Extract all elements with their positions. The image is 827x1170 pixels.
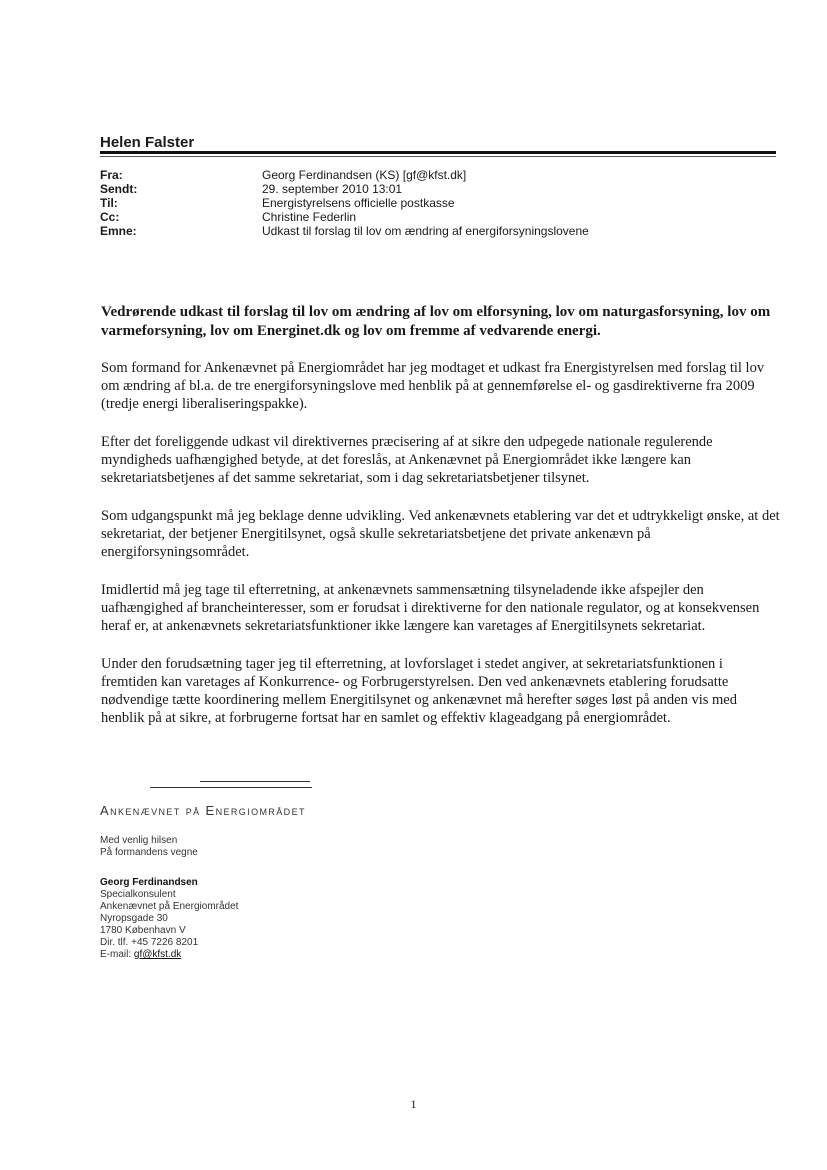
header-value-subject: Udkast til forslag til lov om ændring af energiforsyningslovene xyxy=(262,224,589,238)
header-row-from xyxy=(100,168,660,182)
header-label: Til: xyxy=(100,196,118,210)
signer-name: Georg Ferdinandsen xyxy=(100,877,198,888)
header-value-to: Energistyrelsens officielle postkasse xyxy=(262,196,455,210)
signer-city: 1780 København V xyxy=(100,925,186,936)
body-paragraph: Som formand for Ankenævnet på Energiområdet har jeg modtaget et udkast fra Energistyrelsen med forslag til lov om ændring af bl.a. de tre energiforsyningslove med henblik på at gennemførelse el- og gasdirektiverne fra 2009 (tredje energi liberaliseringspakke). xyxy=(101,360,765,412)
body-paragraph: Efter det foreliggende udkast vil direktivernes præcisering af at sikre den udpegede nationale regulerende myndigheds uafhængighed betyde, at det foreslås, at Ankenævnet på Energiområdet ikke længere kan sekretariatsbetjenes af det samme sekretariat, som i dag sekretariatsbetjener tilsynet. xyxy=(101,434,713,486)
body-paragraph: Imidlertid må jeg tage til efterretning, at ankenævnets sammensætning tilsyneladende ikke afspejler den uafhængighed af brancheinteresser, som er forudsat i direktiverne for den nationale regulator, og at konsekvensen heraf er, at ankenævnets sekretariatsfunktioner ikke længere kan varetages af Energitilsynets sekretariat. xyxy=(101,582,760,634)
signer-email-row xyxy=(100,949,400,961)
organization-name: Ankenævnet på Energiområdet xyxy=(100,803,306,818)
signature-line xyxy=(200,781,310,782)
body-paragraph: Under den forudsætning tager jeg til efterretning, at lovforslaget i stedet angiver, at sekretariatsfunktionen i fremtiden kan varetages af Konkurrence- og Forbrugerstyrelsen. Den ved ankenævnets etablering forudsatte nødvendige tætte koordinering mellem Energitilsynet og ankenævnet må herefter søges løst på anden vis med henblik på at sikre, at forbrugerne fortsat har en samlet og effektiv klageadgang på energiområdet. xyxy=(101,656,737,726)
email-label: E-mail: xyxy=(100,949,132,960)
sender-name: Helen Falster xyxy=(100,134,195,151)
email-header xyxy=(100,168,660,238)
signer-phone: Dir. tlf. +45 7226 8201 xyxy=(100,937,199,948)
header-value-from: Georg Ferdinandsen (KS) [gf@kfst.dk] xyxy=(262,168,467,182)
header-divider-thin xyxy=(100,156,776,157)
signer-title: Specialkonsulent xyxy=(100,889,176,900)
header-row-to xyxy=(100,196,660,210)
closing-line: På formandens vegne xyxy=(100,847,198,858)
letter-subject: Vedrørende udkast til forslag til lov om ændring af lov om elforsyning, lov om naturgasforsyning, lov om varmeforsyning, lov om Energinet.dk og lov om fremme af vedvarende energi. xyxy=(101,304,771,339)
letter-body xyxy=(101,359,781,747)
email-link[interactable]: gf@kfst.dk xyxy=(133,949,182,960)
signature-block xyxy=(100,877,400,961)
closing xyxy=(100,835,400,859)
header-label: Sendt: xyxy=(100,182,138,196)
page-number: 1 xyxy=(410,1097,417,1111)
header-value-cc: Christine Federlin xyxy=(262,210,357,224)
header-row-cc xyxy=(100,210,660,224)
body-paragraph: Som udgangspunkt må jeg beklage denne udvikling. Ved ankenævnets etablering var det et udtrykkeligt ønske, at det sekretariat, der betjener Energitilsynet, også skulle sekretariatsbetjene det private ankenævn på energiforsyningsområdet. xyxy=(101,508,780,560)
header-label: Emne: xyxy=(100,224,137,238)
signer-organization: Ankenævnet på Energiområdet xyxy=(100,901,239,912)
signer-street: Nyropsgade 30 xyxy=(100,913,168,924)
header-row-sent xyxy=(100,182,660,196)
header-label: Fra: xyxy=(100,168,123,182)
closing-line: Med venlig hilsen xyxy=(100,835,178,846)
header-row-subject xyxy=(100,224,660,238)
signature-line xyxy=(150,787,312,788)
header-divider-thick xyxy=(100,151,776,154)
header-label: Cc: xyxy=(100,210,120,224)
signature-lines xyxy=(150,781,312,791)
header-value-sent: 29. september 2010 13:01 xyxy=(262,182,403,196)
